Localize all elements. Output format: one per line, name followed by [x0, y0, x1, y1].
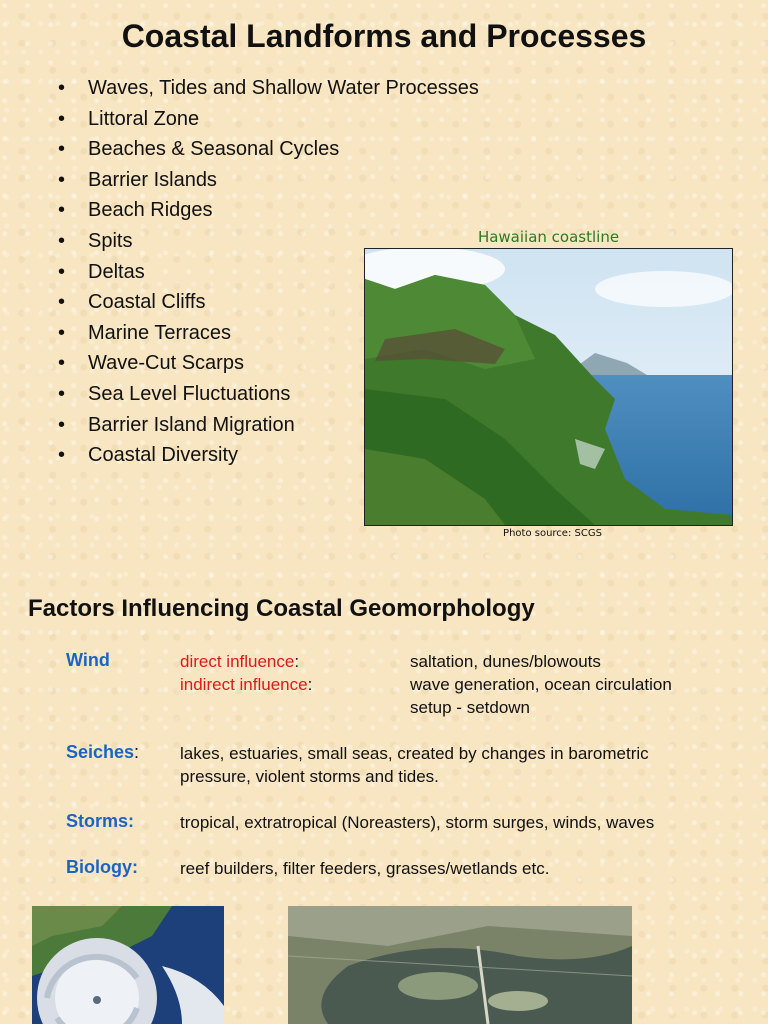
bullet: • — [58, 199, 66, 222]
page-title: Coastal Landforms and Processes — [121, 18, 647, 54]
bullet: • — [58, 321, 66, 344]
bullet: • — [58, 291, 66, 314]
topic-item — [58, 76, 479, 107]
bullet: • — [58, 260, 66, 283]
wind-direct-value: saltation, dunes/blowouts — [410, 652, 601, 671]
topic-item — [58, 198, 479, 229]
photo-source: Photo source: SCGS — [503, 528, 602, 539]
colon: : — [294, 652, 300, 671]
topic-label: Sea Level Fluctuations — [88, 382, 291, 405]
bullet: • — [58, 138, 66, 161]
bullet: • — [58, 444, 66, 467]
topic-label: Wave-Cut Scarps — [88, 352, 244, 375]
topic-label: Deltas — [88, 260, 145, 283]
bullet: • — [58, 352, 66, 375]
indirect-influence-label: indirect influence — [180, 675, 308, 694]
hurricane-satellite-image — [32, 906, 224, 1024]
bullet: • — [58, 413, 66, 436]
topic-label: Spits — [88, 229, 133, 252]
seiches-label-text: Seiches — [66, 742, 135, 762]
topic-label: Beaches & Seasonal Cycles — [88, 138, 340, 161]
bullet: • — [58, 77, 66, 99]
storms-text: tropical, extratropical (Noreasters), storm surges, winds, waves — [180, 813, 655, 832]
bullet: • — [58, 229, 66, 252]
wind-label: Wind — [66, 650, 110, 670]
topic-label: Marine Terraces — [88, 321, 232, 344]
wind-indirect-label — [180, 673, 312, 696]
section-title: Factors Influencing Coastal Geomorphology — [28, 595, 535, 622]
topic-label: Coastal Cliffs — [88, 291, 206, 314]
seiches-label — [66, 742, 139, 763]
topic-label: Littoral Zone — [88, 107, 200, 130]
colon: : — [134, 742, 140, 762]
colon: : — [307, 675, 313, 694]
topic-label: Barrier Island Migration — [88, 413, 295, 436]
direct-influence-label: direct influence — [180, 652, 295, 671]
seiches-text-line-2: pressure, violent storms and tides. — [180, 767, 439, 786]
bullet: • — [58, 107, 66, 130]
topic-label: Coastal Diversity — [88, 444, 239, 467]
photo-caption: Hawaiian coastline — [477, 228, 620, 246]
hawaiian-coastline-photo — [364, 248, 733, 526]
bullet: • — [58, 382, 66, 405]
bullet: • — [58, 168, 66, 191]
seiches-text-line-1: lakes, estuaries, small seas, created by changes in barometric — [180, 744, 649, 763]
biology-text: reef builders, filter feeders, grasses/wetlands etc. — [180, 859, 550, 878]
topic-label: Beach Ridges — [88, 199, 213, 222]
biology-label: Biology: — [66, 857, 138, 877]
topic-item — [58, 137, 479, 168]
topic-item — [58, 168, 479, 199]
wind-indirect-value: wave generation, ocean circulation — [410, 675, 672, 694]
wind-direct-label — [180, 650, 299, 673]
aerial-coastal-image — [288, 906, 632, 1024]
wind-indirect-value-2: setup - setdown — [410, 698, 531, 717]
storms-label: Storms: — [66, 811, 135, 831]
topic-label: Barrier Islands — [88, 168, 217, 191]
topic-label: Waves, Tides and Shallow Water Processes — [88, 77, 479, 99]
topic-item — [58, 107, 479, 138]
